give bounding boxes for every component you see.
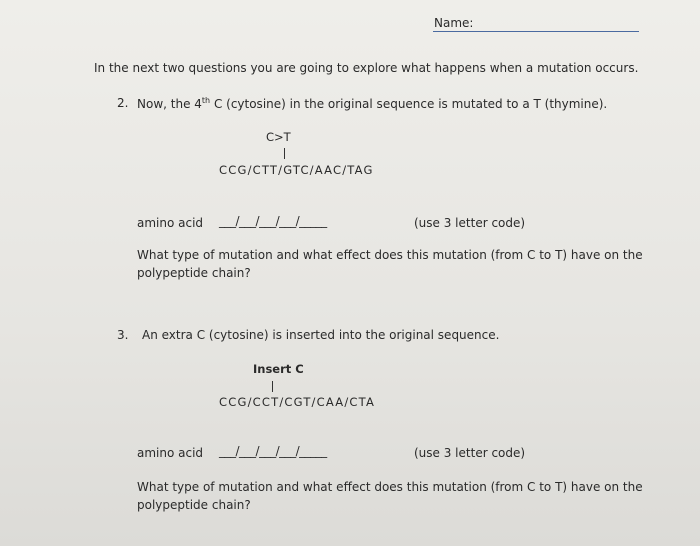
intro-text: In the next two questions you are going to explore what happens when a mutation occurs. bbox=[94, 61, 639, 75]
q2-mutation-label: C>T bbox=[266, 130, 291, 144]
q2-prompt-pre: Now, the 4 bbox=[137, 97, 202, 111]
q2-prompt bbox=[137, 96, 607, 111]
q2-amino-blanks[interactable]: ___/___/___/___/_____ bbox=[219, 214, 327, 228]
q3-prompt: An extra C (cytosine) is inserted into the original sequence. bbox=[142, 328, 500, 342]
q3-number: 3. bbox=[117, 328, 129, 342]
q2-question-line1: What type of mutation and what effect does this mutation (from C to T) have on the bbox=[137, 248, 643, 262]
q2-code-hint: (use 3 letter code) bbox=[414, 216, 526, 230]
q3-code-hint: (use 3 letter code) bbox=[414, 446, 526, 460]
q2-prompt-post: C (cytosine) in the original sequence is mutated to a T (thymine). bbox=[210, 97, 608, 111]
name-label: Name: bbox=[434, 16, 474, 30]
q3-amino-label: amino acid bbox=[137, 446, 204, 460]
q2-number: 2. bbox=[117, 96, 129, 110]
q3-amino-blanks[interactable]: ___/___/___/___/_____ bbox=[219, 444, 327, 458]
name-line[interactable] bbox=[433, 31, 639, 32]
q2-amino-label: amino acid bbox=[137, 216, 204, 230]
q2-sequence: CCG/CTT/GTC/AAC/TAG bbox=[219, 163, 374, 177]
q3-insert-pointer bbox=[272, 381, 273, 392]
q2-prompt-sup: th bbox=[201, 96, 211, 105]
q3-question-line1: What type of mutation and what effect does this mutation (from C to T) have on the bbox=[137, 480, 643, 494]
q2-mutation-pointer bbox=[284, 148, 285, 159]
q3-insert-label: Insert C bbox=[253, 362, 304, 376]
q3-sequence: CCG/CCT/CGT/CAA/CTA bbox=[219, 395, 376, 409]
q2-question-line2: polypeptide chain? bbox=[137, 266, 251, 280]
q3-question-line2: polypeptide chain? bbox=[137, 498, 251, 512]
